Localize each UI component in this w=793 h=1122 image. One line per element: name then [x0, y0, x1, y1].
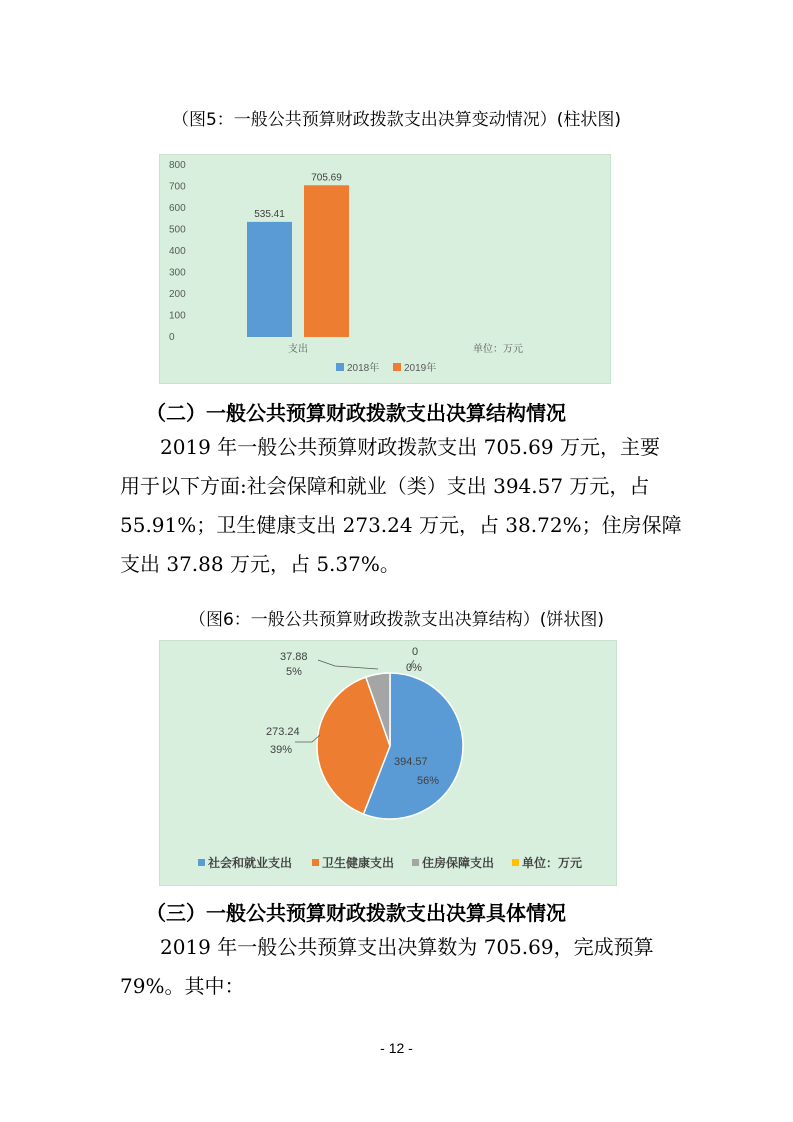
legend-swatch-unit [512, 859, 519, 866]
pie-label-health-percent: 39% [270, 744, 293, 756]
section-2-heading: （二）一般公共预算财政拨款支出决算结构情况 [146, 401, 566, 425]
pie-chart-container [159, 640, 617, 886]
pie-label-social-percent: 56% [417, 775, 440, 787]
y-tick-label: 800 [169, 160, 186, 171]
bar-chart [160, 155, 610, 383]
legend-label-unit: 单位：万元 [522, 856, 583, 870]
legend-label-2019: 2019年 [404, 363, 437, 374]
legend-swatch-2019 [393, 363, 401, 371]
section-3-heading: （三）一般公共预算财政拨款支出决算具体情况 [146, 901, 566, 925]
y-tick-label: 300 [169, 267, 186, 279]
bar-category-label: 支出 [288, 344, 308, 355]
y-tick-label: 100 [169, 310, 186, 322]
pie-label-health-value: 273.24 [266, 726, 300, 738]
pie-label-zero-percent: 0% [406, 662, 422, 674]
y-tick-label: 600 [169, 203, 186, 214]
pie-label-housing-percent: 5% [286, 666, 302, 678]
pie-label-social-value: 394.57 [394, 756, 428, 768]
legend-label-housing: 住房保障支出 [422, 856, 495, 870]
pie-label-zero-value: 0 [412, 646, 419, 658]
bar-chart-container [159, 154, 611, 384]
bar-data-label: 535.41 [254, 208, 285, 220]
y-tick-label: 700 [169, 181, 186, 193]
paragraph-line: 79%。其中： [120, 974, 245, 998]
paragraph-line: 支出 37.88 万元，占 5.37%。 [120, 552, 400, 576]
bar-data-label: 705.69 [311, 172, 342, 184]
page-number: - 12 - [380, 1040, 413, 1056]
paragraph-line: 55.91%；卫生健康支出 273.24 万元，占 38.72%；住房保障 [120, 513, 682, 537]
legend-label-social: 社会和就业支出 [208, 856, 293, 870]
pie-label-housing-value: 37.88 [280, 651, 308, 663]
y-tick-label: 0 [169, 332, 175, 343]
y-tick-label: 500 [169, 224, 186, 236]
paragraph-line: 2019 年一般公共预算支出决算数为 705.69，完成预算 [160, 935, 654, 959]
pie-chart [160, 641, 616, 885]
bar-2019年 [304, 185, 349, 337]
figure-6-caption: （图6：一般公共预算财政拨款支出决算结构）(饼状图) [188, 610, 605, 630]
legend-label-health: 卫生健康支出 [322, 856, 395, 870]
section-3-paragraph [120, 928, 675, 1006]
paragraph-line: 用于以下方面:社会保障和就业（类）支出 394.57 万元，占 [120, 474, 650, 498]
y-tick-label: 400 [169, 246, 186, 257]
legend-swatch-health [312, 859, 319, 866]
legend-swatch-2018 [336, 363, 344, 371]
legend-swatch-social [198, 859, 205, 866]
legend-label-2018: 2018年 [347, 363, 380, 374]
figure-5-caption: （图5：一般公共预算财政拨款支出决算变动情况）(柱状图) [171, 110, 622, 130]
pie-legend [198, 855, 582, 870]
bar-2018年 [247, 222, 292, 337]
legend-swatch-housing [412, 859, 419, 866]
leader-line-housing [318, 660, 378, 669]
paragraph-line: 2019 年一般公共预算财政拨款支出 705.69 万元，主要 [160, 435, 660, 459]
section-2-paragraph [120, 428, 682, 584]
y-tick-label: 200 [169, 289, 186, 300]
bar-unit-label: 单位：万元 [473, 344, 523, 355]
